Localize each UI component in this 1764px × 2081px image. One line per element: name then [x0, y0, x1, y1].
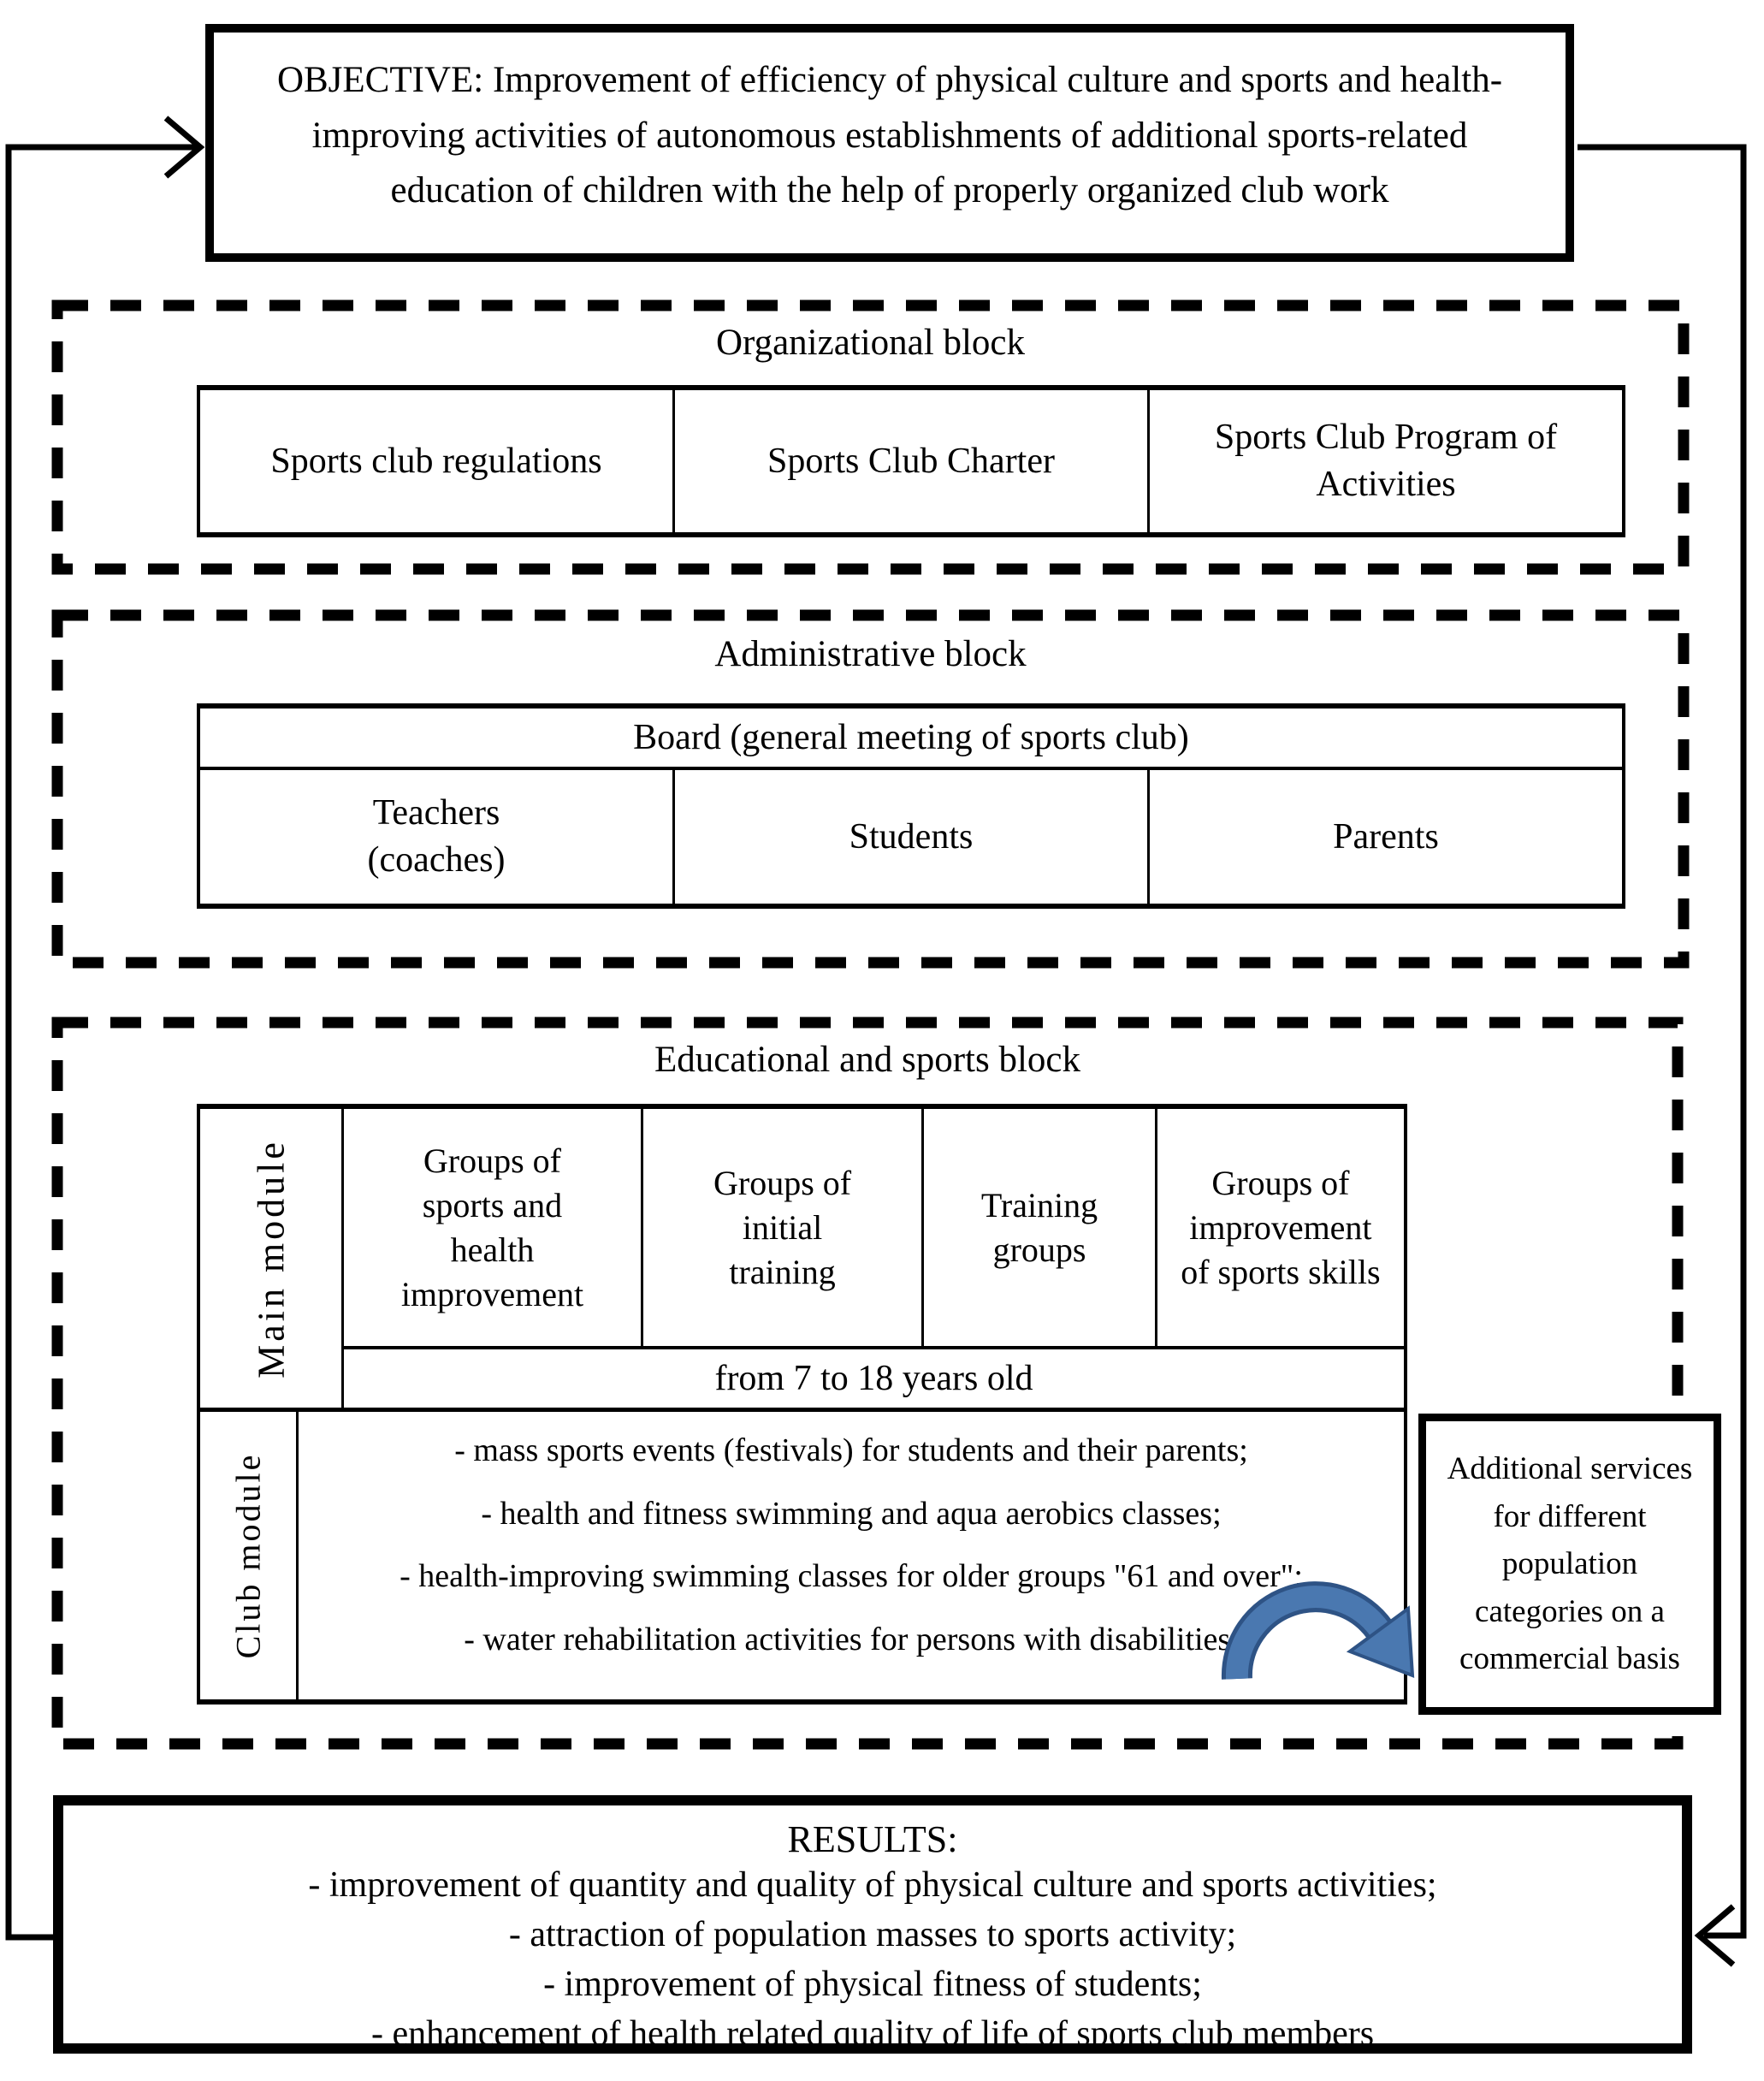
main-module-label: Main module — [250, 1138, 292, 1378]
result-item: - improvement of quantity and quality of physical culture and sports activities; — [308, 1865, 1437, 1905]
main-module-table — [197, 1104, 1407, 1412]
member-teachers-label: Teachers (coaches) — [367, 793, 506, 880]
curved-arrow-icon — [1205, 1564, 1453, 1714]
arrow-head-right-icon — [166, 118, 200, 176]
organizational-block — [51, 299, 1690, 575]
club-activity-item: - water rehabilitation activities for persons with disabilities. — [464, 1621, 1239, 1657]
member-cell-parents: Parents — [1147, 770, 1622, 904]
objective-text: OBJECTIVE: Improvement of efficiency of physical culture and sports and health-improving activities of autonomous establishments of additional sports-related education of children with the help of properly organized club work — [276, 60, 1503, 210]
club-module-label: Club module — [228, 1452, 268, 1659]
group-cell-sports-health — [344, 1109, 641, 1346]
club-activity-item: - health and fitness swimming and aqua aerobics classes; — [481, 1495, 1222, 1532]
result-item: - attraction of population masses to sports activity; — [508, 1914, 1237, 1954]
group-label: Groups of improvement of sports skills — [1181, 1163, 1381, 1291]
admin-members-row — [200, 770, 1622, 904]
group-cell-training-groups — [921, 1109, 1155, 1346]
administrative-block-title: Administrative block — [714, 634, 1027, 674]
educational-block-title: Educational and sports block — [654, 1040, 1080, 1080]
result-item: - enhancement of health related quality of life of sports club members — [370, 2013, 1375, 2054]
results-box — [53, 1795, 1692, 2054]
organizational-block-title: Organizational block — [715, 323, 1025, 363]
org-cell-program: Sports Club Program of Activities — [1147, 390, 1622, 532]
administrative-block — [51, 609, 1690, 969]
club-activity-item: - health-improving swimming classes for older groups "61 and over"; — [400, 1558, 1303, 1594]
administrative-table — [197, 703, 1625, 909]
arrow-head-left-icon — [1699, 1906, 1733, 1965]
group-cell-initial-training — [641, 1109, 921, 1346]
results-title: RESULTS: — [787, 1818, 958, 1860]
main-module-label-cell — [200, 1109, 344, 1408]
club-module-label-cell — [200, 1412, 299, 1699]
member-cell-students: Students — [672, 770, 1147, 904]
member-cell-teachers — [200, 770, 672, 904]
group-label: Groups of sports and health improvement — [400, 1141, 584, 1313]
groups-row — [344, 1109, 1404, 1346]
additional-services-text: Additional services for different population categories on a commercial basis — [1447, 1451, 1693, 1677]
board-row: Board (general meeting of sports club) — [200, 708, 1622, 770]
age-range-row: from 7 to 18 years old — [344, 1346, 1404, 1408]
club-activity-item: - mass sports events (festivals) for students and their parents; — [454, 1432, 1248, 1468]
additional-services-box — [1418, 1414, 1721, 1715]
main-module-right — [344, 1109, 1404, 1408]
org-cell-charter: Sports Club Charter — [672, 390, 1147, 532]
objective-box — [205, 24, 1574, 262]
org-cell-regulations: Sports club regulations — [270, 441, 602, 481]
result-item: - improvement of physical fitness of students; — [543, 1964, 1202, 2004]
group-cell-sports-skills — [1155, 1109, 1404, 1346]
group-label: Groups of initial training — [713, 1163, 852, 1291]
group-label: Training groups — [980, 1185, 1098, 1269]
organizational-table — [197, 385, 1625, 537]
